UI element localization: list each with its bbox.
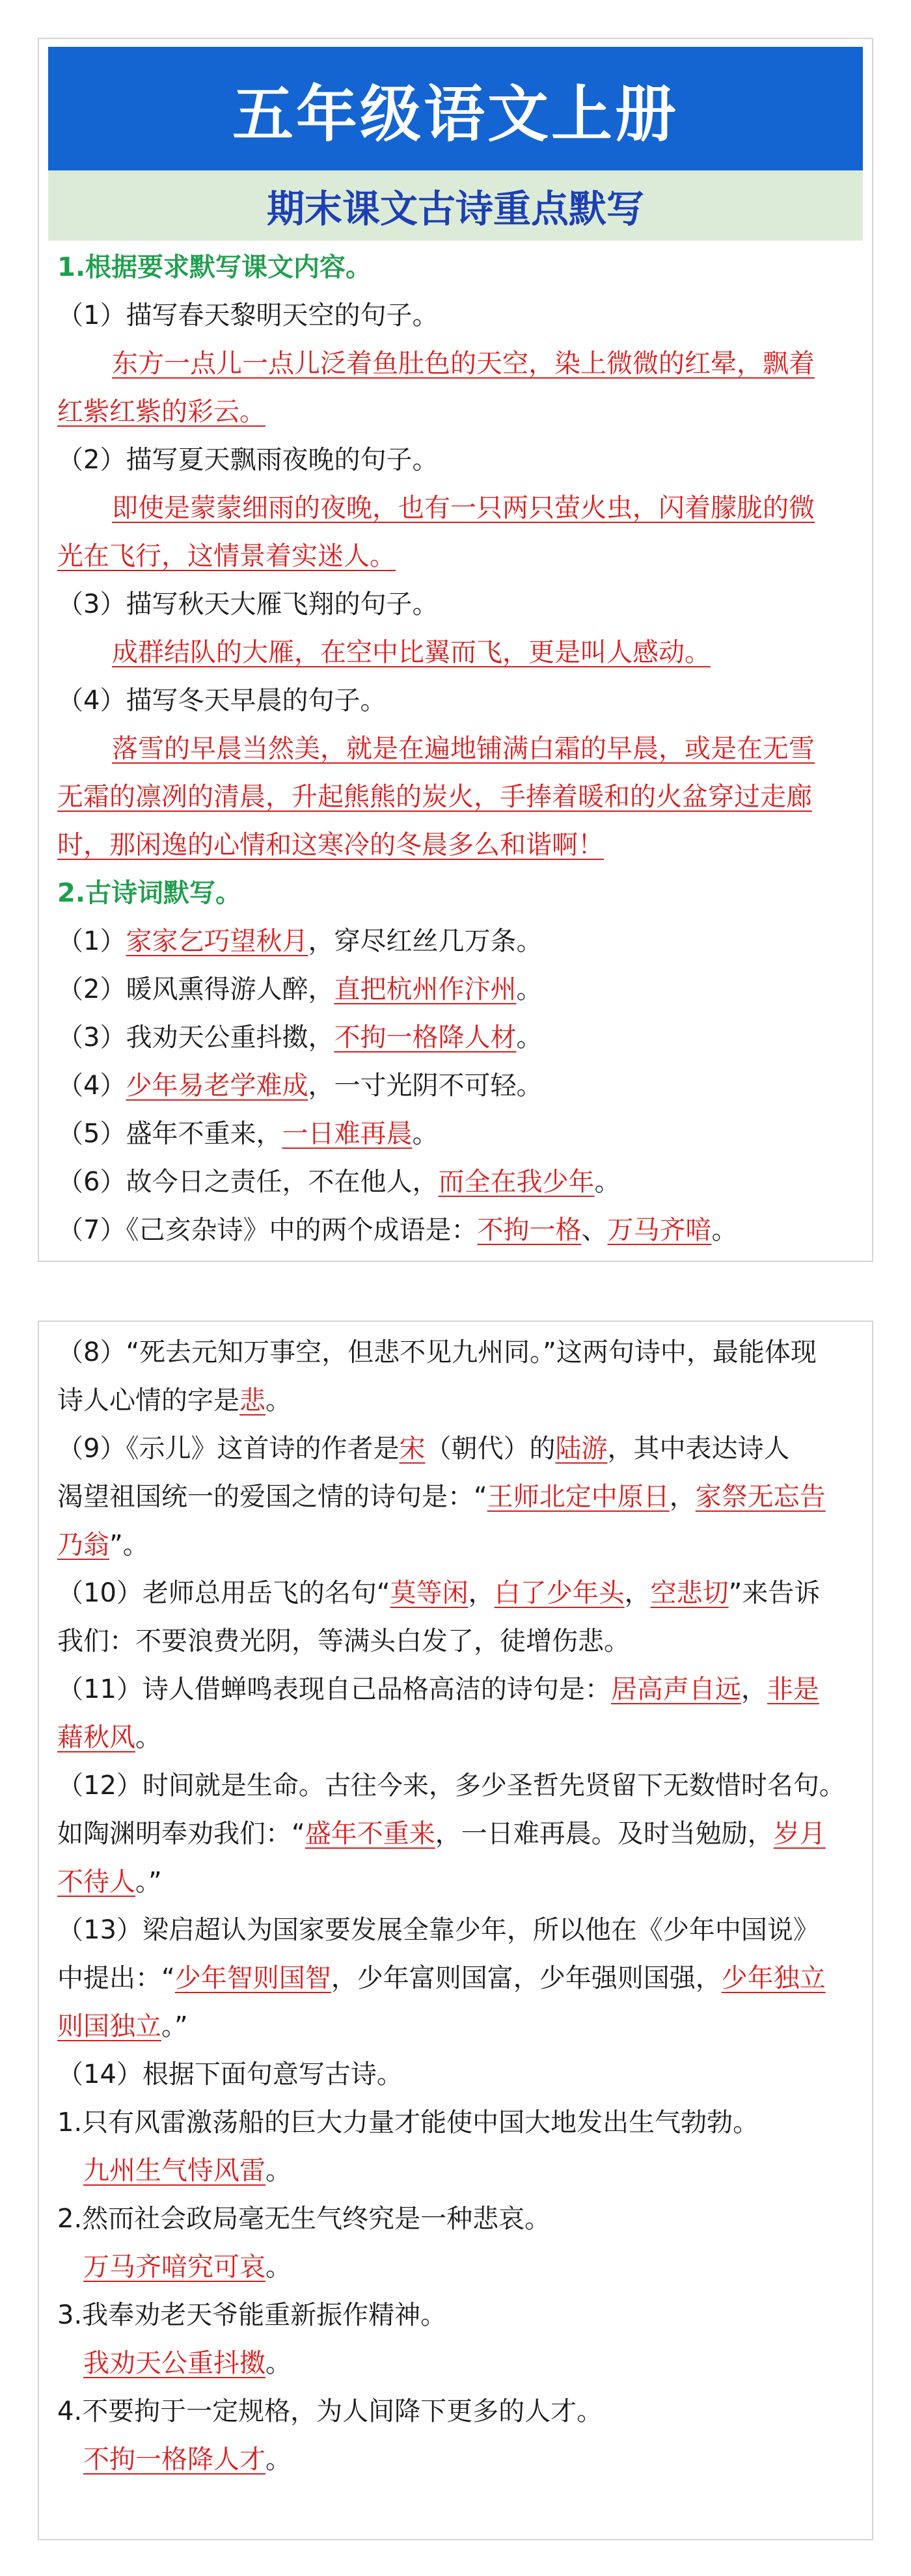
- q14-item-1: 1.只有风雷激荡船的巨大力量才能使中国大地发出生气勃勃。: [57, 2108, 759, 2138]
- q9-line1: （9）《示儿》这首诗的作者是宋（朝代）的陆游，其中表达诗人: [57, 1434, 790, 1464]
- poem-line-2: （2）暖风熏得游人醉，直把杭州作汴州。: [57, 974, 543, 1004]
- question-1-2: （2）描写夏天飘雨夜晚的句子。: [57, 445, 439, 475]
- q8-line1: （8）“死去元知万事空，但悲不见九州同。”这两句诗中，最能体现: [57, 1337, 817, 1367]
- question-1-4: （4）描写冬天早晨的句子。: [57, 686, 387, 716]
- question-1-1: （1）描写春天黎明天空的句子。: [57, 301, 439, 330]
- poem-answer-7a: 不拘一格: [477, 1215, 582, 1245]
- q11-line2: 藉秋风。: [57, 1723, 161, 1752]
- q11-answer-1: 居高声自远: [610, 1674, 741, 1704]
- q14-answer-4: 不拘一格降人才: [83, 2445, 265, 2475]
- q11-line1: （11）诗人借蝉鸣表现自己品格高洁的诗句是：居高声自远，非是: [57, 1674, 819, 1704]
- q12-line3: 不待人。”: [57, 1867, 162, 1897]
- q9-line2: 渴望祖国统一的爱国之情的诗句是：“王师北定中原日，家祭无忘告: [57, 1482, 826, 1512]
- poem-line-3: （3）我劝天公重抖擞，不拘一格降人材。: [57, 1023, 543, 1053]
- q14-item-4: 4.不要拘于一定规格，为人间降下更多的人才。: [57, 2396, 603, 2426]
- q13-answer-2a: 少年独立: [721, 1963, 826, 1993]
- poem-answer-3: 不拘一格降人材: [334, 1023, 517, 1053]
- answer-1-4-line1: 落雪的早晨当然美，就是在遍地铺满白霜的早晨，或是在无雪: [112, 734, 815, 764]
- q14-answer-2: 万马齐喑究可哀: [83, 2252, 265, 2282]
- q12-answer-1: 盛年不重来: [305, 1819, 435, 1849]
- q10-answer-1: 莫等闲: [390, 1578, 469, 1608]
- q12-answer-2a: 岁月: [773, 1819, 826, 1849]
- q11-answer-2a: 非是: [767, 1674, 819, 1704]
- q9-answer-author: 陆游: [555, 1434, 608, 1464]
- q14-heading: （14）根据下面句意写古诗。: [57, 2059, 403, 2089]
- worksheet-card-1: [38, 38, 873, 1262]
- q8-answer: 悲: [239, 1386, 265, 1415]
- q13-line1: （13）梁启超认为国家要发展全靠少年，所以他在《少年中国说》: [57, 1915, 819, 1945]
- poem-answer-7b: 万马齐喑: [607, 1215, 712, 1245]
- poem-answer-2: 直把杭州作汴州: [334, 974, 517, 1004]
- q9-answer-line-a: 王师北定中原日: [487, 1482, 670, 1512]
- worksheet-card-2: [38, 1321, 873, 2540]
- q10-line1: （10）老师总用岳飞的名句“莫等闲，白了少年头，空悲切”来告诉: [57, 1578, 821, 1608]
- page-title: 五年级语文上册: [48, 47, 863, 170]
- q10-answer-3: 空悲切: [650, 1578, 729, 1608]
- poem-answer-1: 家家乞巧望秋月: [126, 926, 308, 956]
- q14-answer-1: 九州生气恃风雷: [83, 2156, 265, 2186]
- answer-1-4-line2: 无霜的凛冽的清晨，升起熊熊的炭火，手捧着暖和的火盆穿过走廊: [57, 782, 812, 812]
- poem-answer-5: 一日难再晨: [282, 1119, 413, 1149]
- poem-line-4: （4）少年易老学难成，一寸光阴不可轻。: [57, 1071, 543, 1101]
- q13-answer-2b: 则国独立: [57, 2011, 161, 2041]
- q9-answer-dynasty: 宋: [399, 1434, 426, 1464]
- q11-answer-2b: 藉秋风: [57, 1723, 135, 1752]
- question-1-3: （3）描写秋天大雁飞翔的句子。: [57, 589, 439, 619]
- answer-1-2-line1: 即使是蒙蒙细雨的夜晚，也有一只两只萤火虫，闪着朦胧的微: [112, 493, 815, 523]
- poem-line-7: （7）《己亥杂诗》中的两个成语是：不拘一格、万马齐喑。: [57, 1215, 738, 1245]
- q14-item-2: 2.然而社会政局毫无生气终究是一种悲哀。: [57, 2204, 551, 2234]
- part1-content: [39, 241, 872, 1254]
- answer-1-2-line2: 光在飞行，这情景着实迷人。: [57, 541, 396, 571]
- answer-1-4-line3: 时，那闲逸的心情和这寒冷的冬晨多么和谐啊！: [57, 830, 604, 860]
- page-subtitle: 期末课文古诗重点默写: [48, 170, 863, 241]
- poem-line-5: （5）盛年不重来，一日难再晨。: [57, 1119, 439, 1149]
- poem-answer-4: 少年易老学难成: [126, 1071, 308, 1101]
- q9-line3: 乃翁”。: [57, 1530, 149, 1560]
- q13-answer-1: 少年智则国智: [174, 1963, 331, 1993]
- poem-answer-6: 而全在我少年: [438, 1167, 595, 1197]
- answer-1-3-line1: 成群结队的大雁，在空中比翼而飞，更是叫人感动。: [112, 637, 711, 667]
- q13-line2: 中提出：“少年智则国智，少年富则国富，少年强则国强，少年独立: [57, 1963, 826, 1993]
- q14-item-3: 3.我奉劝老天爷能重新振作精神。: [57, 2300, 447, 2330]
- answer-1-1-line1: 东方一点儿一点儿泛着鱼肚色的天空，染上微微的红晕，飘着: [112, 349, 815, 379]
- answer-1-1-line2: 红紫红紫的彩云。: [57, 397, 265, 427]
- q10-line2: 我们：不要浪费光阴，等满头白发了，徒增伤悲。: [57, 1626, 630, 1656]
- q8-line2: 诗人心情的字是悲。: [57, 1386, 292, 1415]
- q13-line3: 则国独立。”: [57, 2011, 188, 2041]
- section-heading-1: 1.根据要求默写课文内容。: [57, 252, 372, 282]
- q14-answer-3: 我劝天公重抖擞: [83, 2348, 265, 2378]
- part3-content: （8）“死去元知万事空，但悲不见九州同。”这两句诗中，最能体现 诗人心情的字是悲。 （9）《示儿》这首诗的作者是宋（朝代）的陆游，其中表达诗人 渴望祖国统一的爱国之情的诗句是：“王师北定中原日，家祭无忘告 乃翁”。 （10）老师总用岳飞的名句“莫等闲，白了少年头，空悲切”来告诉 我们：不要浪费光阴，等满头白发了，徒增伤悲。 （11）诗人借蝉鸣表现自己品格高洁的诗句是：居高声自远，非是 藉秋风。 （12）时间就是生命。古往今来，多少圣哲先贤留下无数惜时名句。 如陶渊明奉劝我们：“盛年不重来，一日难再晨。及时当勉励，岁月 不待人。” （13）梁启超认为国家要发展全靠少年，所以他在《少年中国说》 中提出：“少年智则国智，少年富则国富，少年强则国强，少年独立 则国独立。” （14）根据下面句意写古诗。 1.只有风雷激荡船的巨大力量才能使中国大地发出生气勃勃。 九州生气恃风雷。 2.然而社会政局毫无生气终究是一种悲哀。 万马齐喑究可哀。 3.我奉劝老天爷能重新振作精神。 我劝天公重抖擞。 4.不要拘于一定规格，为人间降下更多的人才。 不拘一格降人才。: [39, 1322, 872, 2484]
- q12-line1: （12）时间就是生命。古往今来，多少圣哲先贤留下无数惜时名句。: [57, 1771, 845, 1801]
- q12-answer-2b: 不待人: [57, 1867, 135, 1897]
- q12-line2: 如陶渊明奉劝我们：“盛年不重来，一日难再晨。及时当勉励，岁月: [57, 1819, 826, 1849]
- section-heading-2: 2.古诗词默写。: [57, 878, 242, 908]
- q9-answer-line-b2: 乃翁: [57, 1530, 109, 1560]
- poem-line-6: （6）故今日之责任，不在他人，而全在我少年。: [57, 1167, 621, 1197]
- poem-line-1: （1）家家乞巧望秋月，穿尽红丝几万条。: [57, 926, 543, 956]
- q10-answer-2: 白了少年头: [494, 1578, 625, 1608]
- q9-answer-line-b1: 家祭无忘告: [695, 1482, 826, 1512]
